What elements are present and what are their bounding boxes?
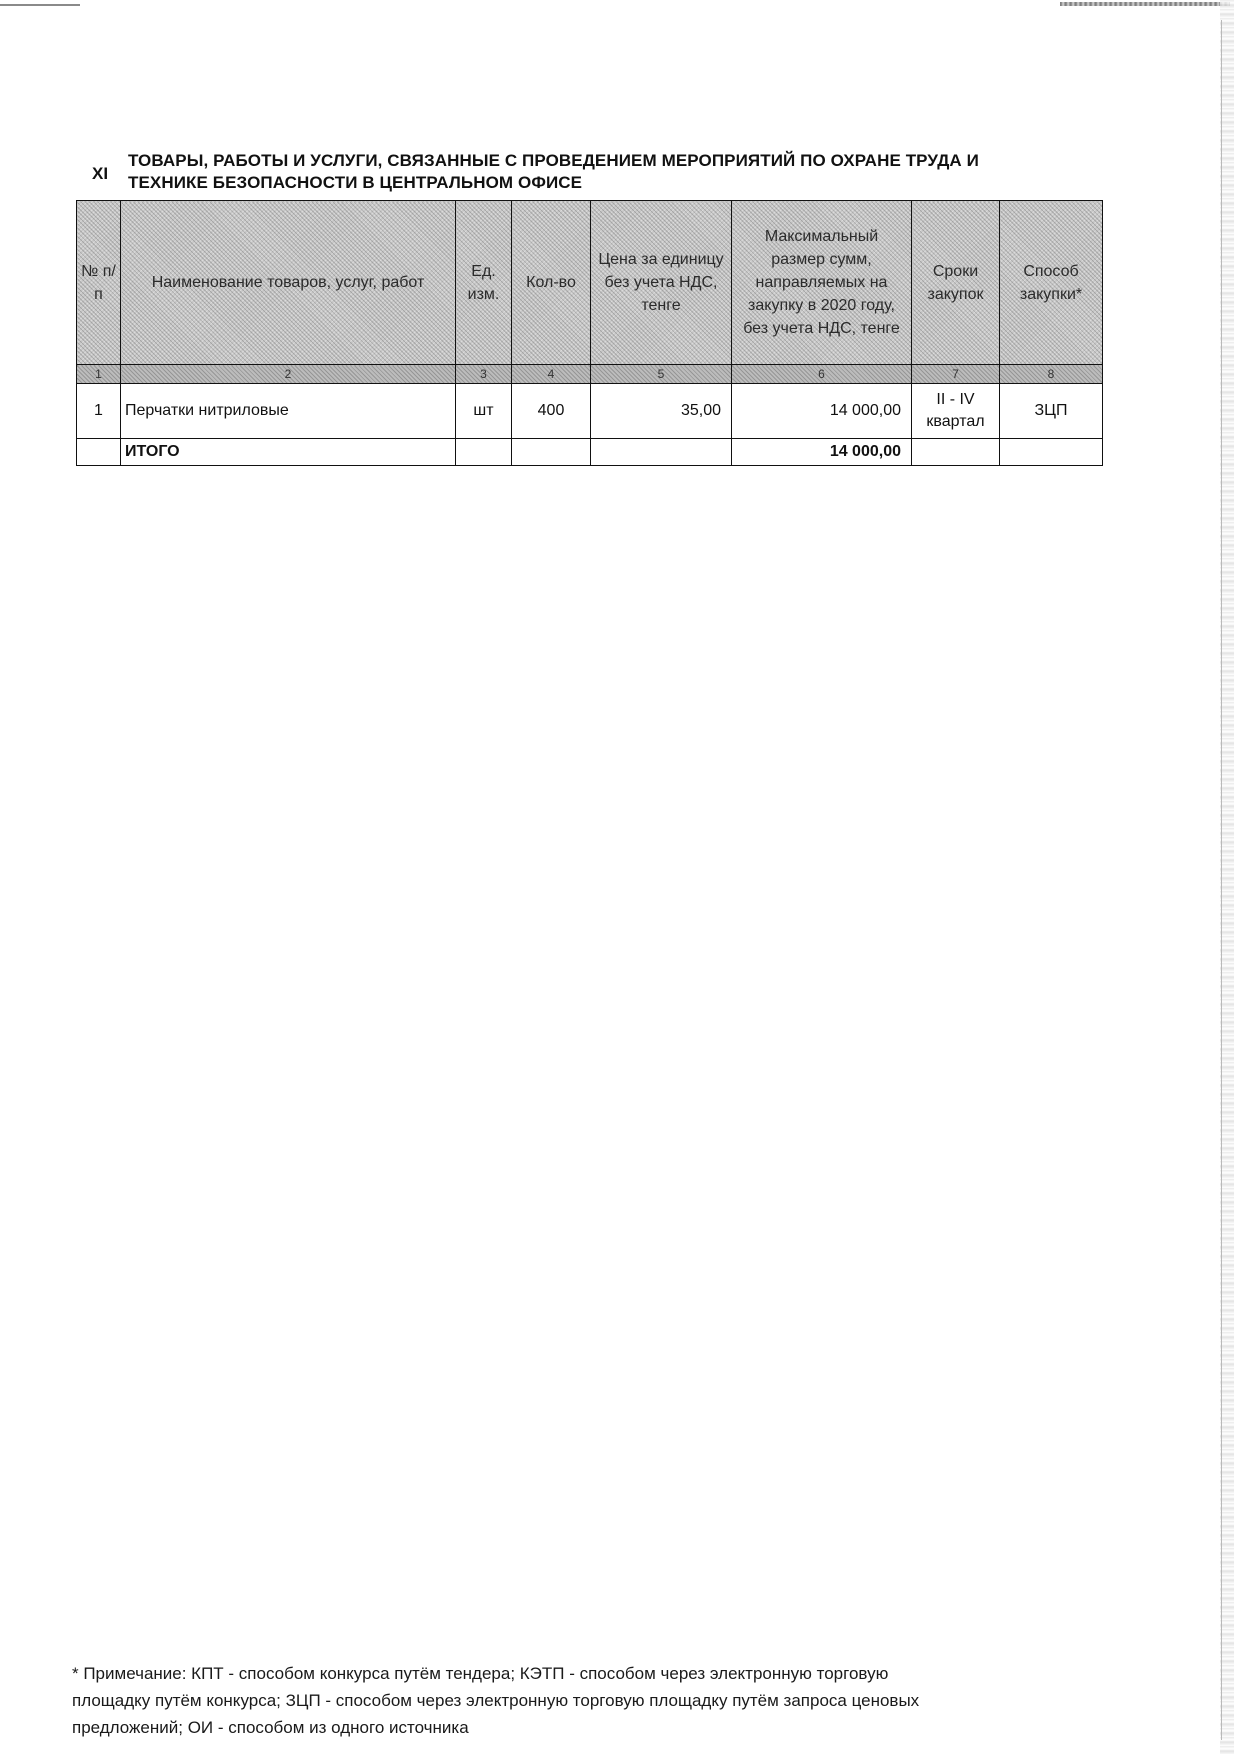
total-max-amount: 14 000,00: [732, 439, 912, 466]
total-empty-cell: [512, 439, 591, 466]
procurement-table: [76, 200, 1103, 466]
section-title-line-1: ТОВАРЫ, РАБОТЫ И УСЛУГИ, СВЯЗАННЫЕ С ПРОВЕДЕНИЕМ МЕРОПРИЯТИЙ ПО ОХРАНЕ ТРУДА И: [128, 151, 979, 170]
row-unit: шт: [456, 384, 512, 439]
row-item-name: Перчатки нитриловые: [121, 384, 456, 439]
column-number: 8: [1000, 365, 1103, 384]
total-row: [77, 439, 1103, 466]
column-number: 6: [732, 365, 912, 384]
scan-artifact-top-left: [0, 4, 80, 6]
footnote-line-3: предложений; ОИ - способом из одного источника: [72, 1718, 469, 1737]
total-empty-cell: [912, 439, 1000, 466]
footnote: [72, 1660, 1052, 1741]
row-period-label: квартал: [926, 413, 985, 430]
row-unit-price: 35,00: [591, 384, 732, 439]
row-method: ЗЦП: [1000, 384, 1103, 439]
section-title-line-2: ТЕХНИКЕ БЕЗОПАСНОСТИ В ЦЕНТРАЛЬНОМ ОФИСЕ: [128, 173, 583, 192]
total-empty-cell: [77, 439, 121, 466]
column-number-row: [77, 365, 1103, 384]
column-number: 7: [912, 365, 1000, 384]
header-quantity: Кол-во: [512, 201, 591, 365]
scan-artifact-right-edge: [1220, 0, 1234, 1754]
scan-artifact-right-line: [1221, 20, 1222, 1740]
row-quantity: 400: [512, 384, 591, 439]
total-empty-cell: [1000, 439, 1103, 466]
header-name: Наименование товаров, услуг, работ: [121, 201, 456, 365]
row-max-amount: 14 000,00: [732, 384, 912, 439]
scan-artifact-top-right: [1060, 2, 1230, 6]
row-period-quarters: II - IV: [936, 391, 975, 408]
row-period: [912, 384, 1000, 439]
header-period: Сроки закупок: [912, 201, 1000, 365]
column-number: 4: [512, 365, 591, 384]
table-header-row: [77, 201, 1103, 365]
section-title: [128, 150, 979, 194]
table-row: [77, 384, 1103, 439]
column-number: 3: [456, 365, 512, 384]
header-number: № п/п: [77, 201, 121, 365]
column-number: 2: [121, 365, 456, 384]
header-unit: Ед. изм.: [456, 201, 512, 365]
total-label: ИТОГО: [121, 439, 456, 466]
column-number: 5: [591, 365, 732, 384]
section-number: XI: [92, 164, 109, 183]
footnote-line-1: * Примечание: КПТ - способом конкурса путём тендера; КЭТП - способом через электронную торговую: [72, 1664, 889, 1683]
section-heading: [92, 150, 1092, 194]
row-number: 1: [77, 384, 121, 439]
total-empty-cell: [591, 439, 732, 466]
total-empty-cell: [456, 439, 512, 466]
header-max-amount: Максимальный размер сумм, направляемых на закупку в 2020 году, без учета НДС, тенге: [732, 201, 912, 365]
footnote-line-2: площадку путём конкурса; ЗЦП - способом через электронную торговую площадку путём запроса ценовых: [72, 1691, 920, 1710]
header-method: Способ закупки*: [1000, 201, 1103, 365]
header-unit-price: Цена за единицу без учета НДС, тенге: [591, 201, 732, 365]
column-number: 1: [77, 365, 121, 384]
